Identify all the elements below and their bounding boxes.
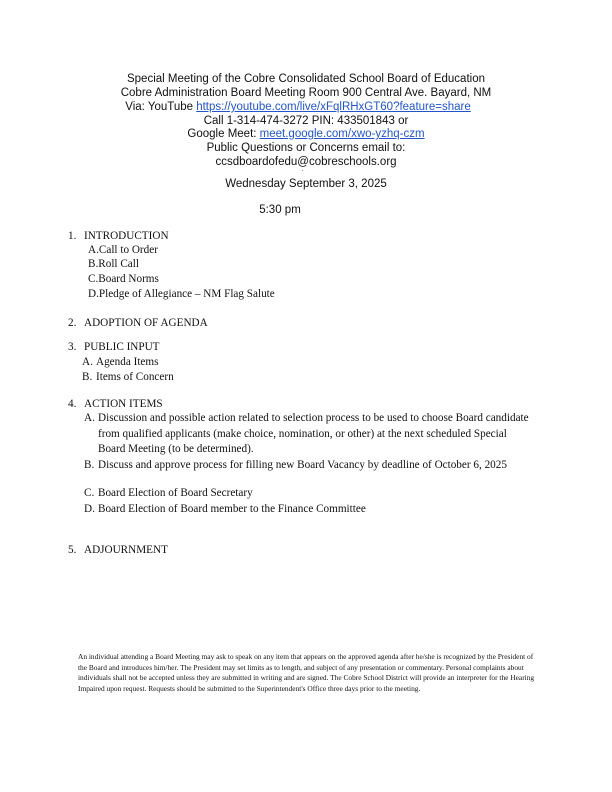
public-questions-line: Public Questions or Concerns email to: — [206, 142, 406, 154]
email-line: ccsdboardofedu@cobreschools.org — [215, 156, 397, 168]
action-item-text: Board Election of Board member to the Finance Committee — [98, 503, 366, 515]
action-item-text: Discussion and possible action related to selection process to be used to choose Board candidate from qualified applicants (make choice, nomination, or other) at the next scheduled Special Board Meeting (to be determined). — [98, 412, 529, 455]
item-text: Board Norms — [98, 273, 159, 285]
agenda-item — [82, 371, 174, 384]
action-item-letter: D. — [84, 503, 95, 515]
agenda-item — [88, 288, 275, 301]
action-item-letter: C. — [84, 487, 95, 499]
item-text: Pledge of Allegiance – NM Flag Salute — [98, 288, 275, 300]
action-item-letter: B. — [84, 459, 95, 471]
meeting-location: Cobre Administration Board Meeting Room 900 Central Ave. Bayard, NM — [120, 87, 492, 99]
section-title: INTRODUCTION — [84, 230, 169, 242]
section-number: 1. — [68, 230, 77, 242]
item-letter: C. — [88, 273, 99, 285]
section-adjournment — [68, 544, 168, 557]
agenda-item — [88, 258, 139, 271]
stray-dot — [302, 170, 303, 171]
meeting-title: Special Meeting of the Cobre Consolidated School Board of Education — [126, 73, 485, 85]
action-item-letter: A. — [84, 412, 95, 424]
section-number: 2. — [68, 317, 77, 329]
youtube-prefix: Via: YouTube — [125, 101, 197, 113]
call-line: Call 1-314-474-3272 PIN: 433501843 or — [203, 115, 409, 127]
item-letter: B. — [88, 258, 99, 270]
google-prefix: Google Meet: — [187, 128, 260, 140]
section-number: 4. — [68, 398, 77, 410]
meeting-date: Wednesday September 3, 2025 — [225, 178, 387, 190]
youtube-line — [0, 101, 604, 114]
agenda-item — [88, 273, 159, 286]
item-text: Items of Concern — [96, 371, 174, 383]
action-item-text: Discuss and approve process for filling new Board Vacancy by deadline of October 6, 2025 — [98, 459, 507, 471]
item-letter: A. — [88, 244, 99, 256]
section-title: PUBLIC INPUT — [84, 341, 160, 353]
google-meet-link[interactable]: meet.google.com/xwo-yzhq-czm — [259, 128, 425, 140]
section-title: ADJOURNMENT — [84, 544, 168, 556]
youtube-link[interactable]: https://youtube.com/live/xFqlRHxGT60?feature=share — [196, 101, 471, 113]
footer-notice: An individual attending a Board Meeting may ask to speak on any item that appears on the approved agenda after he/she is recognized by the President of the Board and introduces him/her. The President may set limits as to length, and subject of any presentation or commentary. Personal complaints about individuals shall not be accepted unless they are submitted in writing and are signed. The Cobre School District will provide an interpreter for the Hearing Impaired upon request. Requests should be submitted to the Superintendent's Office three days prior to the meeting. — [78, 652, 535, 693]
meeting-time: 5:30 pm — [259, 204, 301, 216]
section-adoption-of-agenda — [68, 317, 208, 330]
action-item-text: Board Election of Board Secretary — [98, 487, 253, 499]
item-text: Agenda Items — [96, 356, 159, 368]
section-action-items — [68, 398, 163, 411]
agenda-item — [82, 356, 158, 369]
section-number: 5. — [68, 544, 77, 556]
section-introduction — [68, 230, 169, 243]
section-number: 3. — [68, 341, 77, 353]
item-letter: D. — [88, 288, 99, 300]
section-public-input — [68, 341, 160, 354]
section-title: ACTION ITEMS — [84, 398, 163, 410]
item-text: Roll Call — [98, 258, 139, 270]
section-title: ADOPTION OF AGENDA — [84, 317, 208, 329]
item-letter: B. — [82, 371, 93, 383]
item-text: Call to Order — [98, 244, 158, 256]
google-meet-line — [0, 128, 612, 141]
agenda-item — [88, 244, 158, 257]
item-letter: A. — [82, 356, 93, 368]
